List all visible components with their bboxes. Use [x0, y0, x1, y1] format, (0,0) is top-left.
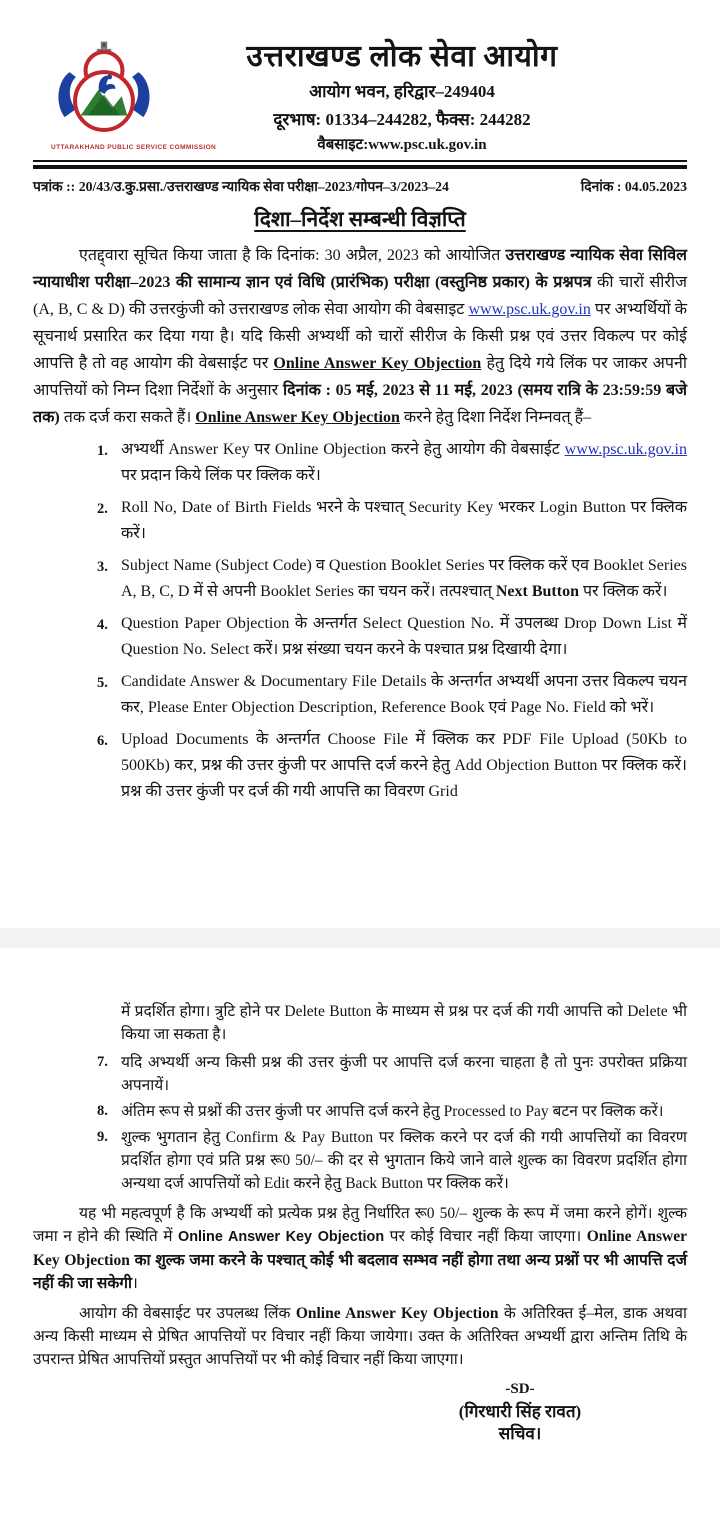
website-line — [165, 134, 639, 154]
instruction-list-page1 — [33, 437, 687, 805]
psc-website-link[interactable]: www.psc.uk.gov.in — [468, 301, 591, 318]
item-number: 1. — [97, 443, 108, 459]
item-number: 3. — [97, 559, 108, 575]
text-segment: पर प्रदान किये लिंक पर क्लिक करें। — [121, 467, 321, 484]
objection-link-label: Online Answer Key Objection — [295, 1305, 499, 1322]
item-number: 6. — [97, 733, 108, 749]
text-segment: अभ्यर्थी Answer Key पर Online Objection करने हेतु आयोग की वेबसाईट — [121, 441, 565, 458]
text-segment: यदि अभ्यर्थी अन्य किसी प्रश्न की उत्तर कुंजी पर आपत्ति दर्ज करना चाहता है तो पुनः उपरोक्त प्रक्रिया अपनायें। — [121, 1054, 687, 1094]
document-header — [33, 40, 687, 154]
text-segment: अंतिम रूप से प्रश्नों की उत्तर कुंजी पर आपत्ति दर्ज करने हेतु Processed to Pay बटन पर क्लिक करें। — [121, 1103, 664, 1120]
list-item-7 — [33, 1051, 687, 1097]
text-segment: Upload Documents के अन्तर्गत Choose File में क्लिक कर PDF File Upload (50Kb to 500Kb) कर, प्रश्न की उत्तर कुंजी पर आपत्ति दर्ज करने हेतु Add Objection Button पर क्लिक करें। प्रश्न की उत्तर कुंजी पर दर्ज की गयी आपत्ति का विवरण Grid — [121, 731, 687, 800]
address-line: आयोग भवन, हरिद्वार–249404 — [309, 82, 495, 101]
text-segment: हेतु दिये गये लिंक पर जाकर अपनी आपत्तियों को निम्न दिशा निर्देशों के अनुसार — [33, 355, 688, 399]
page-2 — [0, 948, 720, 1444]
psc-website-link[interactable]: www.psc.uk.gov.in — [564, 441, 687, 458]
signature-block — [405, 1379, 635, 1444]
text-segment: । — [132, 1275, 138, 1292]
signature-sd: -SD- — [505, 1381, 535, 1397]
logo-block — [33, 40, 217, 151]
text-segment: Candidate Answer & Documentary File Details के अन्तर्गत अभ्यर्थी अपना उत्तर विकल्प चयन कर, Please Enter Objection Description, Reference Book एवं Page No. Field को भरें। — [121, 673, 687, 716]
header-text-block — [165, 40, 687, 154]
list-item-9 — [33, 1126, 687, 1195]
logo-caption: UTTARAKHAND PUBLIC SERVICE COMMISSION — [51, 144, 217, 151]
ashoka-emblem-icon — [97, 42, 111, 52]
text-segment: Subject Name (Subject Code) व Question Booklet Series पर क्लिक करें एव Booklet Series A, B, C, D में से अपनी Booklet Series का चयन करें। तत्पश्चात् — [121, 557, 687, 600]
text-segment: Question Paper Objection के अन्तर्गत Select Question No. में उपलब्ध Drop Down List में Question No. Select करें। प्रश्न संख्या चयन करने के पश्चात प्रश्न दिखायी देगा। — [121, 615, 687, 658]
list-item-5 — [33, 669, 687, 721]
objection-link-label: Online Answer Key Objection — [178, 1229, 385, 1245]
letter-number: पत्रांक :: 20/43/उ.कु.प्रसा./उत्तराखण्ड न्यायिक सेवा परीक्षा–2023/गोपन–3/2023–24 — [33, 179, 449, 194]
list-item-1 — [33, 437, 687, 489]
reference-row — [33, 178, 687, 196]
text-segment: पर अभ्यर्थियों के सूचनार्थ प्रसारित कर दिया गया है। यदि किसी अभ्यर्थी को चारों सीरीज के किसी प्रश्न एवं उत्तर विकल्प पर कोई आपत्ति है तो वह आयोग की वेबसाईट पर — [33, 301, 687, 372]
next-button-label: Next Button — [495, 583, 579, 600]
objection-link-label: Online Answer Key Objection — [195, 409, 400, 426]
signatory-name: (गिरधारी सिंह रावत) — [458, 1402, 582, 1421]
no-change-warning-bold: Online Answer Key Objection का शुल्क जमा करने के पश्चात् कोई भी बदलाव सम्भव नहीं होगा तथा अन्य प्रश्नों पर भी आपत्ति दर्ज नहीं की जा सकेगी — [33, 1228, 687, 1292]
text-segment: एतद्द्वारा सूचित किया जाता है कि दिनांक: 30 अप्रैल, 2023 को आयोजित — [79, 247, 506, 264]
text-segment: करने हेतु दिशा निर्देश निम्नवत् हैं– — [399, 409, 592, 426]
list-item-4 — [33, 611, 687, 663]
item-number: 5. — [97, 675, 108, 691]
list-item-6 — [33, 727, 687, 805]
letter-date: दिनांक : 04.05.2023 — [580, 179, 687, 194]
text-segment: आयोग की वेबसाईट पर उपलब्ध लिंक — [79, 1305, 296, 1322]
signatory-designation: सचिव। — [498, 1424, 542, 1443]
ribbon-left — [58, 72, 75, 117]
item-number: 7. — [97, 1054, 108, 1070]
objection-link-label: Online Answer Key Objection — [273, 355, 482, 372]
list-item-3 — [33, 553, 687, 605]
text-segment: पर कोई विचार नहीं किया जाएगा। — [384, 1228, 587, 1245]
list-item-8 — [33, 1100, 687, 1123]
document-title: दिशा–निर्देश सम्बन्धी विज्ञप्ति — [254, 207, 466, 231]
website-label: वैबसाइट: — [317, 137, 369, 153]
item-number: 4. — [97, 617, 108, 633]
closing-paragraph — [33, 1302, 687, 1371]
item-number: 9. — [97, 1129, 108, 1145]
header-divider — [33, 160, 687, 169]
item-number: 8. — [97, 1103, 108, 1119]
phone-fax-line: दूरभाष: 01334–244282, फैक्स: 244282 — [273, 110, 531, 129]
org-name: उत्तराखण्ड लोक सेवा आयोग — [246, 40, 558, 73]
intro-paragraph — [33, 242, 687, 431]
list-item-2 — [33, 495, 687, 547]
text-segment: के अतिरिक्त ई–मेल, डाक अथवा अन्य किसी माध्यम से प्रेषित आपत्तियों पर विचार नहीं किया जायेगा। उक्त के अतिरिक्त अभ्यर्थी द्वारा अन्तिम तिथि के उपरान्त प्रेषित आपत्तियों प्रस्तुत आपत्तियों पर भी कोई विचार नहीं किया जाएगा। — [33, 1305, 688, 1368]
text-segment: तक दर्ज करा सकते हैं। — [59, 409, 196, 426]
list-item-6-continuation: में प्रदर्शित होगा। त्रुटि होने पर Delete Button के माध्यम से प्रश्न पर दर्ज की गयी आपत्ति को Delete भी किया जा सकता है। — [121, 1003, 687, 1043]
page-separator — [0, 928, 720, 948]
text-segment: Roll No, Date of Birth Fields भरने के पश्चात् Security Key भरकर Login Button पर क्लिक करें। — [121, 499, 687, 542]
ribbon-right — [132, 72, 149, 117]
exam-name-bold: उत्तराखण्ड न्यायिक सेवा सिविल न्यायाधीश परीक्षा–2023 की सामान्य ज्ञान एवं विधि (प्रारंभिक) परीक्षा (वस्तुनिष्ठ प्रकार) के प्रश्नपत्र — [33, 247, 687, 291]
text-segment: पर क्लिक करें। — [578, 583, 668, 600]
fee-notice-paragraph — [33, 1202, 687, 1295]
upsc-emblem-icon — [51, 40, 157, 138]
text-segment: यह भी महत्वपूर्ण है कि अभ्यर्थी को प्रत्येक प्रश्न हेतु निर्धारित रू0 50/– शुल्क के रूप में जमा करने होगें। शुल्क जमा न होने की स्थिति में — [33, 1205, 687, 1245]
objection-date-range-bold: दिनांक : 05 मई, 2023 से 11 मई, 2023 (समय रात्रि के 23:59:59 बजे तक) — [33, 382, 687, 426]
text-segment: शुल्क भुगतान हेतु Confirm & Pay Button पर क्लिक करने पर दर्ज की गयी आपत्तियों का विवरण प्रदर्शित होगा एवं प्रति प्रश्न रू0 50/– की दर से भुगतान किये जाने वाले शुल्क का विवरण प्रदर्शित होगा अन्यथा दर्ज आपत्तियों को Edit करने हेतु Back Button पर क्लिक करें। — [121, 1129, 687, 1192]
text-segment: की चारों सीरीज (A, B, C & D) की उत्तरकुंजी को उत्तराखण्ड लोक सेवा आयोग की वेबसाइट — [33, 274, 687, 318]
website-url-text: www.psc.uk.gov.in — [368, 137, 487, 153]
item-number: 2. — [97, 501, 108, 517]
instruction-list-page2 — [33, 1051, 687, 1195]
